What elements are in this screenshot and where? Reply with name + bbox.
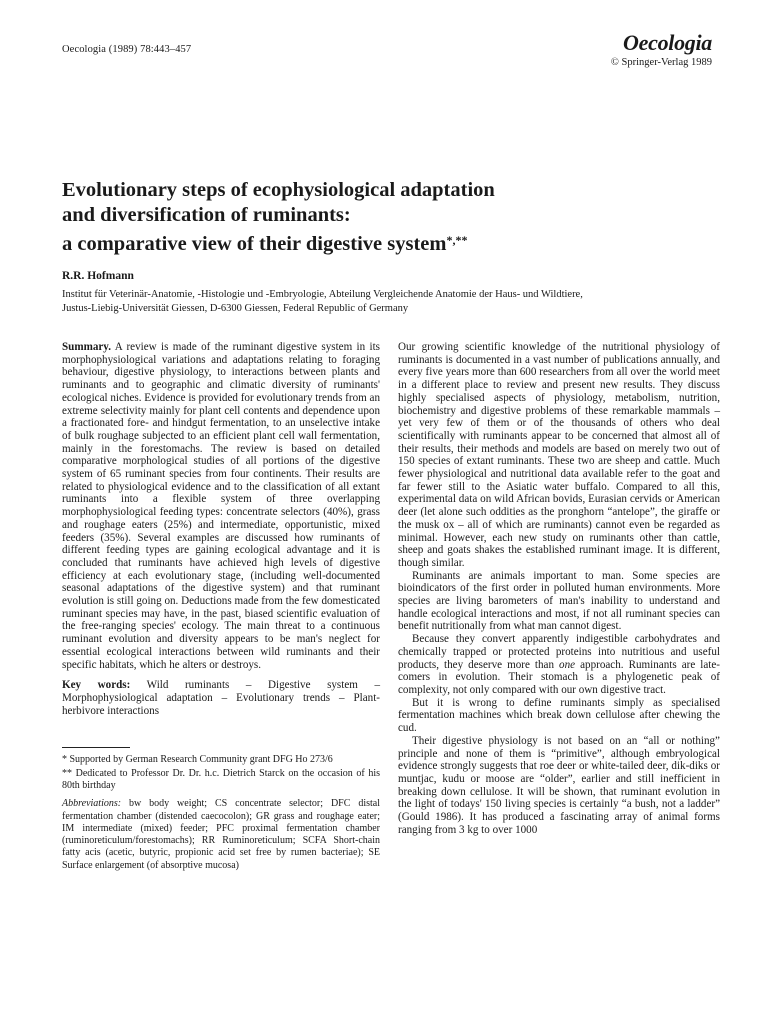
author-affiliation — [62, 288, 722, 316]
affiliation-line: Justus-Liebig-Universität Giessen, D-6300 Giessen, Federal Republic of Germany — [62, 303, 409, 314]
body-text: approach. Ruminants are late-comers in evolution. Their stomach is a phylogenetic peak of complexity, not only compared with our own digestive tract. — [398, 658, 720, 696]
abbreviations-text: bw body weight; CS concentrate selector; DFC distal fermentation chamber (distended caecocolon); GR grass and roughage eater; IM intermediate (mixed) feeder; PFC proximal fermentation chamber (ruminoreticulum/forestomachs); RR Ruminoreticulum; SCFA Short-chain fatty acis (acetic, butyric, propionic acid set free by rumen bacteriae); SE Surface enlargement (of absorptive mucosa) — [62, 798, 380, 871]
body-paragraph: Ruminants are animals important to man. Some species are bioindicators of the first order in polluted human environments. More species are living barometers of man's inability to understand and handle ecological interactions and most, if not all ruminant species can benefit nutritionally from what man cannot digest. — [398, 569, 720, 633]
keywords-label: Key words: — [62, 679, 131, 692]
body-paragraph: But it is wrong to define ruminants simply as specialised fermentation machines which break down cellulose after chewing the cud. — [398, 696, 720, 735]
footnote-abbreviations — [62, 798, 380, 872]
summary-paragraph — [62, 341, 380, 671]
body-paragraph: Their digestive physiology is not based on an “all or nothing” principle and none of them is “primitive”, although embryological evidence strongly suggests that roe deer or white-tailed deer, dik-diks or muntjac, kudu or moose are “older”, earlier and still inefficient in breaking down cellulose. It will be shown, that ruminant evolution in the light of todays' 150 living species is certainly “a bush, not a ladder” (Gould 1986). It has produced a fascinating array of animal forms ranging from 3 kg to over 1000 — [398, 734, 720, 836]
footnote-dedication: ** Dedicated to Professor Dr. Dr. h.c. Dietrich Starck on the occasion of his 80th birthday — [62, 767, 380, 791]
footnote-divider — [62, 747, 130, 748]
affiliation-line: Institut für Veterinär-Anatomie, -Histologie und -Embryologie, Abteilung Vergleichende Anatomie der Haus- und Wildtiere, — [62, 289, 583, 300]
keywords-paragraph — [62, 679, 380, 717]
title-line: Evolutionary steps of ecophysiological adaptation — [62, 179, 495, 201]
abbreviations-label: Abbreviations: — [62, 798, 122, 810]
publisher-copyright: © Springer-Verlag 1989 — [610, 57, 712, 68]
summary-text: A review is made of the ruminant digestive system in its morphophysiological variations and adaptations relating to foraging behaviour, digestive physiology, to interactions between plants and ruminants and to geographic and climatic diversity of ruminants' ecological niches. Evidence is provided for evolutionary trends from an extreme selectivity mainly for plant cell contents and dependence upon a fractionated fore- and hindgut fermentation, to an unselective intake of bulk roughage subjected to an efficient plant cell wall fermentation, mainly in the forestomachs. The review is based on detailed comparative morphological studies of all portions of the digestive system of 65 ruminant species from four continents. Their results are related to physiological evidence and to the classification of all extant ruminants into a flexible system of three overlapping morphophysiological feeding types: concentrate selectors (40%), grass and roughage eaters (25%) and intermediate, opportunistic, mixed feeders (35%). Several examples are discussed how ruminants of different feeding types are gaining ecological advantage and it is concluded that ruminants have achieved high levels of digestive efficiency at each evolutionary stage, (including well-documented seasonal adaptations of the digestive system) and that ruminant evolution is still going on. Deductions made from the few domesticated ruminant species may have, in the past, biased scientific evaluation of the free-ranging species' ecology. The main threat to a continuous ruminant evolution and diversity appears to be man's neglect for essential ecological interactions between wild ruminants and their specific habitats, which he alters or destroys. — [62, 341, 380, 671]
keywords-text: Wild ruminants – Digestive system – Morphophysiological adaptation – Evolutionary trends – Plant-herbivore interactions — [62, 679, 380, 717]
article-title — [62, 178, 722, 257]
title-line-text: a comparative view of their digestive system — [62, 233, 447, 255]
title-line: and diversification of ruminants: — [62, 204, 351, 226]
right-column — [398, 341, 720, 836]
title-footnote-marks: *,** — [446, 233, 468, 247]
journal-name: Oecologia — [623, 30, 712, 55]
emphasis-one: one — [559, 658, 576, 671]
title-line — [62, 228, 722, 257]
journal-masthead — [611, 30, 712, 70]
footnote-funding: * Supported by German Research Community grant DFG Ho 273/6 — [62, 754, 333, 766]
journal-citation: Oecologia (1989) 78:443–457 — [62, 44, 192, 55]
body-paragraph — [398, 633, 720, 697]
body-paragraph: Our growing scientific knowledge of the nutritional physiology of ruminants is documented in a vast number of publications annually, and every five years more than 600 researchers from all over the world meet in a different place to review and present new results. They discuss highly specialised aspects of physiology, metabolism, nutrition, biochemistry and digestive problems of these remarkable mammals – yet very few of them or of the thousands of others who deal scientifically with ruminants appear to be concerned that almost all of their results, their methods and models are based on merely two out of 150 species of extant ruminants. These two are sheep and cattle. Much fewer physiological and nutritional data available refer to the goat and far fewer still to the Asiatic water buffalo. Compared to all this, experimental data on wild African bovids, Eurasian cervids or American deer (let alone such oddities as the pronghorn “antelope”, the giraffe or the musk ox – all of which are ruminants) cannot even be regarded as minimal. However, each new study on ruminants other than cattle, sheep and goats shakes the established ruminant image. It is different, though similar. — [398, 341, 720, 569]
body-text: Because they convert apparently indigestible carbohydrates and chemically trapped or protected proteins into nutritious and useful products, they deserve more than — [398, 633, 720, 671]
summary-label: Summary. — [62, 341, 112, 353]
author-name: R.R. Hofmann — [62, 270, 134, 282]
left-column — [62, 341, 380, 872]
